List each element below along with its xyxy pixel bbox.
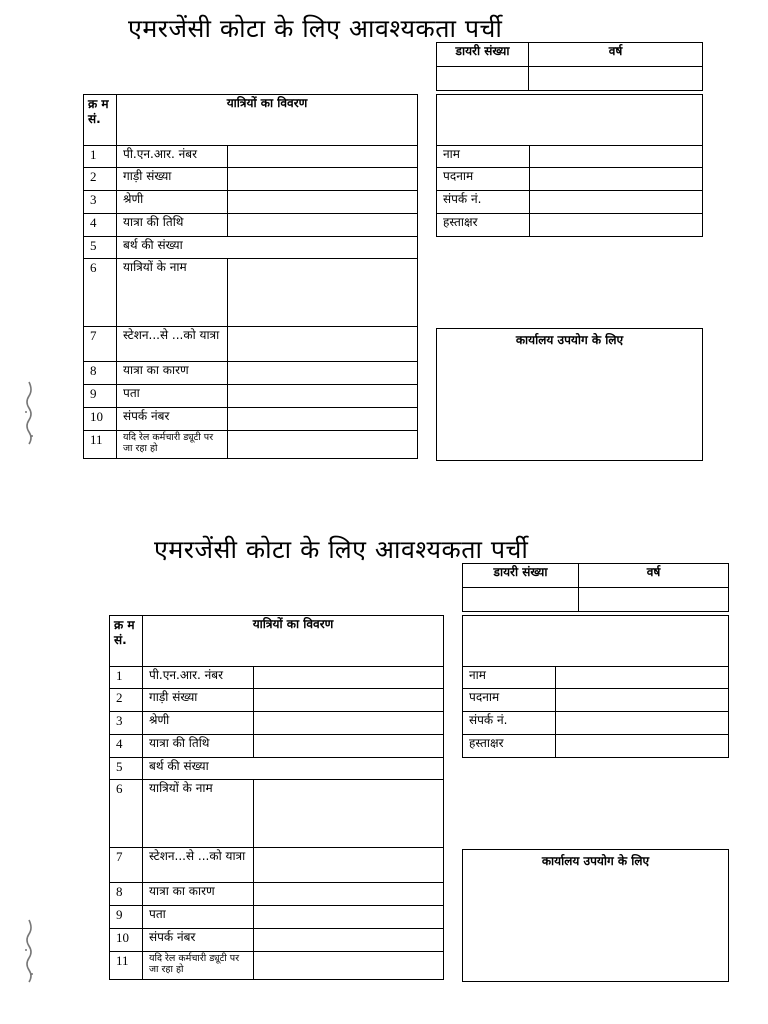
row-label: स्टेशन...से ...को यात्रा	[143, 848, 254, 883]
table-row	[84, 214, 418, 237]
margin-watermark-graphic	[22, 918, 36, 984]
serial-number-header: क्र म सं.	[110, 616, 143, 667]
signature-box[interactable]	[437, 95, 703, 146]
diary-table	[436, 42, 703, 91]
row-number: 6	[110, 780, 143, 848]
contact-field[interactable]	[556, 712, 729, 735]
row-number: 10	[110, 929, 143, 952]
railway-staff-duty-field[interactable]	[228, 431, 418, 459]
row-label: यात्रियों के नाम	[143, 780, 254, 848]
year-header: वर्ष	[529, 43, 703, 67]
serial-number-header: क्र म सं.	[84, 95, 117, 146]
signature-table	[462, 615, 729, 758]
row-label: बर्थ की संख्या	[117, 237, 418, 259]
contact-number-field[interactable]	[254, 929, 444, 952]
table-row	[84, 431, 418, 459]
row-number: 8	[84, 362, 117, 385]
year-field[interactable]	[529, 67, 703, 91]
row-number: 5	[84, 237, 117, 259]
sig-row-label: हस्ताक्षर	[463, 735, 556, 758]
sig-row-label: नाम	[437, 146, 530, 168]
row-label: यात्रा का कारण	[143, 883, 254, 906]
sig-row-label: पदनाम	[437, 168, 530, 191]
row-label: गाड़ी संख्या	[117, 168, 228, 191]
sig-row-label: नाम	[463, 667, 556, 689]
name-field[interactable]	[530, 146, 703, 168]
row-number: 9	[84, 385, 117, 408]
row-number: 4	[110, 735, 143, 758]
passenger-details-header: यात्रियों का विवरण	[117, 95, 418, 146]
row-number: 11	[110, 952, 143, 980]
row-number: 2	[84, 168, 117, 191]
row-label: पता	[143, 906, 254, 929]
railway-staff-duty-field[interactable]	[254, 952, 444, 980]
designation-field[interactable]	[530, 168, 703, 191]
office-use-box	[436, 328, 703, 461]
passenger-details-header: यात्रियों का विवरण	[143, 616, 444, 667]
table-row	[84, 385, 418, 408]
row-number: 2	[110, 689, 143, 712]
contact-number-field[interactable]	[228, 408, 418, 431]
row-label: यदि रेल कर्मचारी ड्यूटी पर जा रहा हो	[143, 952, 254, 980]
row-number: 4	[84, 214, 117, 237]
journey-date-field[interactable]	[228, 214, 418, 237]
passenger-details-table	[109, 615, 444, 980]
train-number-field[interactable]	[254, 689, 444, 712]
signature-field[interactable]	[530, 214, 703, 237]
row-label: गाड़ी संख्या	[143, 689, 254, 712]
class-field[interactable]	[254, 712, 444, 735]
class-field[interactable]	[228, 191, 418, 214]
row-number: 1	[84, 146, 117, 168]
table-row	[84, 237, 418, 259]
margin-watermark	[22, 380, 42, 446]
table-row	[110, 929, 444, 952]
table-row	[84, 191, 418, 214]
passenger-details-table	[83, 94, 418, 459]
row-label: यात्रा की तिथि	[143, 735, 254, 758]
office-use-label: कार्यालय उपयोग के लिए	[515, 333, 624, 347]
row-number: 7	[110, 848, 143, 883]
diary-table	[462, 563, 729, 612]
row-number: 8	[110, 883, 143, 906]
year-field[interactable]	[579, 588, 729, 612]
emergency-quota-form-1	[0, 0, 768, 500]
passenger-names-field[interactable]	[254, 780, 444, 848]
office-use-box	[462, 849, 729, 982]
form-title: एमरजेंसी कोटा के लिए आवश्यकता पर्ची	[154, 535, 529, 564]
row-label: यदि रेल कर्मचारी ड्यूटी पर जा रहा हो	[117, 431, 228, 459]
table-row	[110, 689, 444, 712]
signature-box[interactable]	[463, 616, 729, 667]
journey-date-field[interactable]	[254, 735, 444, 758]
address-field[interactable]	[228, 385, 418, 408]
row-label: यात्रा का कारण	[117, 362, 228, 385]
row-label: संपर्क नंबर	[117, 408, 228, 431]
row-number: 7	[84, 327, 117, 362]
table-row	[84, 408, 418, 431]
journey-reason-field[interactable]	[254, 883, 444, 906]
table-row	[84, 362, 418, 385]
passenger-names-field[interactable]	[228, 259, 418, 327]
signature-table	[436, 94, 703, 237]
row-label: स्टेशन...से ...को यात्रा	[117, 327, 228, 362]
diary-number-header: डायरी संख्या	[463, 564, 579, 588]
row-number: 3	[84, 191, 117, 214]
row-label: पता	[117, 385, 228, 408]
row-number: 3	[110, 712, 143, 735]
diary-number-field[interactable]	[437, 67, 529, 91]
table-row	[110, 848, 444, 883]
sig-row-label: संपर्क नं.	[437, 191, 530, 214]
pnr-number-field[interactable]	[254, 667, 444, 689]
table-row	[84, 259, 418, 327]
row-label: यात्रा की तिथि	[117, 214, 228, 237]
sig-row-label: पदनाम	[463, 689, 556, 712]
table-row	[110, 712, 444, 735]
row-number: 9	[110, 906, 143, 929]
row-label: श्रेणी	[143, 712, 254, 735]
address-field[interactable]	[254, 906, 444, 929]
table-row	[110, 906, 444, 929]
margin-watermark	[22, 918, 42, 984]
emergency-quota-form-2	[0, 521, 768, 1021]
table-row	[110, 883, 444, 906]
table-row	[110, 952, 444, 980]
row-number: 11	[84, 431, 117, 459]
table-row	[84, 146, 418, 168]
table-row	[84, 327, 418, 362]
margin-watermark-graphic	[22, 380, 36, 446]
sig-row-label: हस्ताक्षर	[437, 214, 530, 237]
diary-number-field[interactable]	[463, 588, 579, 612]
name-field[interactable]	[556, 667, 729, 689]
diary-number-header: डायरी संख्या	[437, 43, 529, 67]
train-number-field[interactable]	[228, 168, 418, 191]
year-header: वर्ष	[579, 564, 729, 588]
row-number: 10	[84, 408, 117, 431]
sig-row-label: संपर्क नं.	[463, 712, 556, 735]
row-number: 6	[84, 259, 117, 327]
table-row	[110, 780, 444, 848]
form-title: एमरजेंसी कोटा के लिए आवश्यकता पर्ची	[128, 14, 503, 43]
row-label: संपर्क नंबर	[143, 929, 254, 952]
table-row	[110, 758, 444, 780]
station-field[interactable]	[228, 327, 418, 362]
station-field[interactable]	[254, 848, 444, 883]
contact-field[interactable]	[530, 191, 703, 214]
signature-field[interactable]	[556, 735, 729, 758]
row-label: पी.एन.आर. नंबर	[117, 146, 228, 168]
table-row	[84, 168, 418, 191]
row-label: श्रेणी	[117, 191, 228, 214]
row-label: बर्थ की संख्या	[143, 758, 444, 780]
row-number: 1	[110, 667, 143, 689]
row-label: पी.एन.आर. नंबर	[143, 667, 254, 689]
row-label: यात्रियों के नाम	[117, 259, 228, 327]
pnr-number-field[interactable]	[228, 146, 418, 168]
row-number: 5	[110, 758, 143, 780]
table-row	[110, 667, 444, 689]
designation-field[interactable]	[556, 689, 729, 712]
table-row	[110, 735, 444, 758]
office-use-label: कार्यालय उपयोग के लिए	[541, 854, 650, 868]
journey-reason-field[interactable]	[228, 362, 418, 385]
